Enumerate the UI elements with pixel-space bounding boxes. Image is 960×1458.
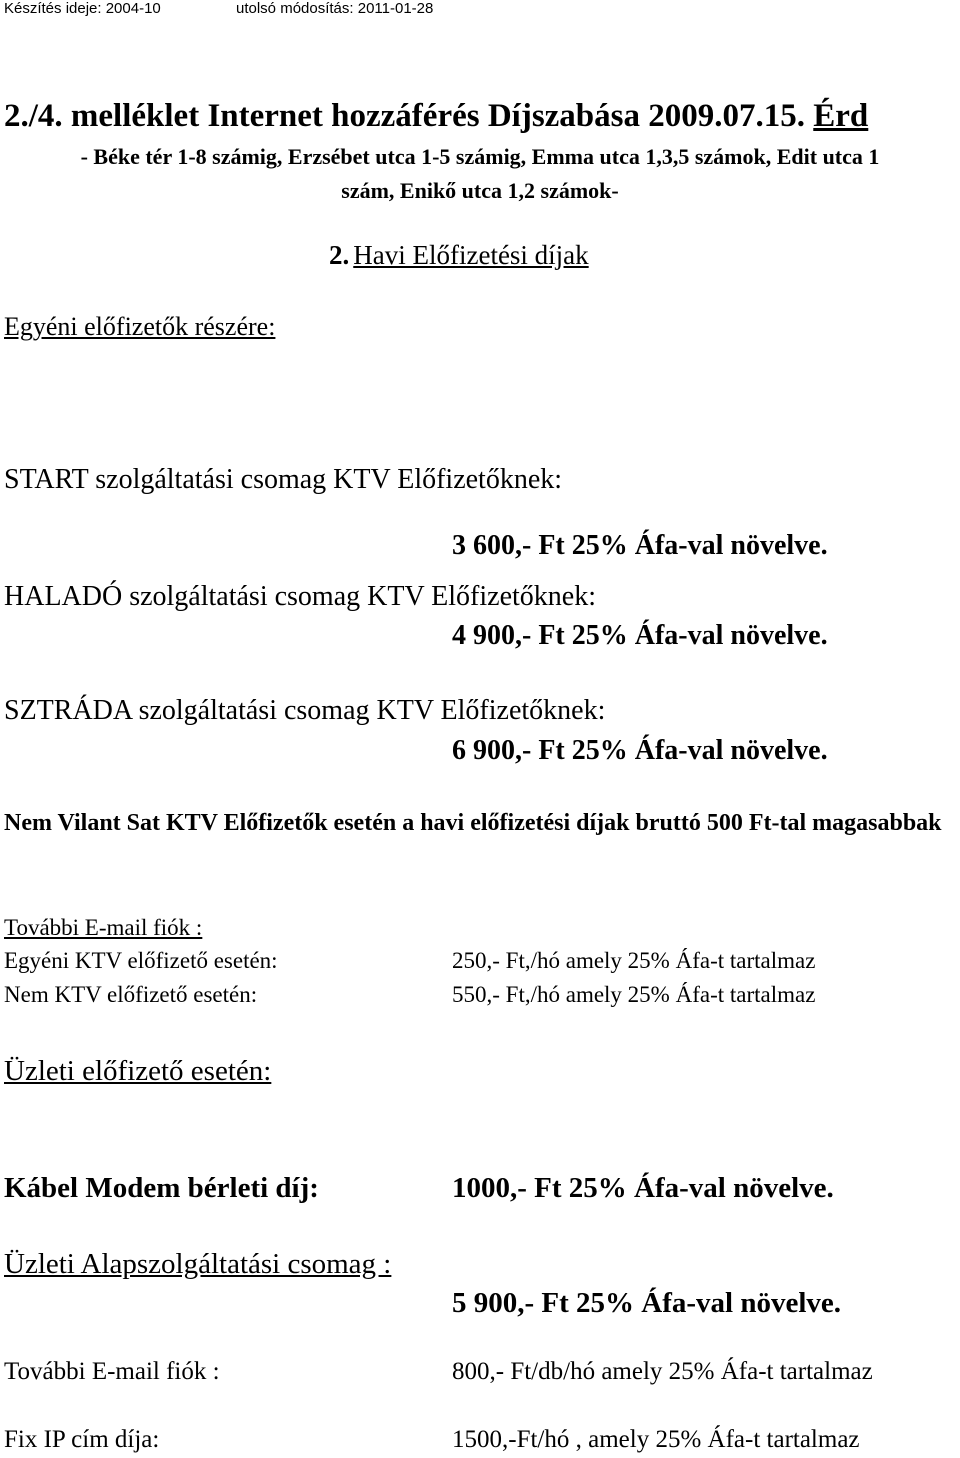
document-title-city: Érd	[813, 98, 869, 134]
business-heading: Üzleti előfizető esetén:	[4, 1055, 272, 1087]
cable-modem-price: 1000,- Ft 25% Áfa-val növelve.	[452, 1172, 834, 1204]
business-extra-email-label: További E-mail fiók :	[4, 1358, 220, 1385]
email-non-ktv-label: Nem KTV előfizető esetén:	[4, 982, 258, 1007]
package-sztrada-name: SZTRÁDA szolgáltatási csomag KTV Előfizetőknek:	[4, 695, 606, 726]
non-vilant-note: Nem Vilant Sat KTV Előfizetők esetén a havi előfizetési díjak bruttó 500 Ft-tal magasabbak	[4, 810, 942, 836]
package-sztrada-price: 6 900,- Ft 25% Áfa-val növelve.	[452, 735, 828, 766]
address-line-1: - Béke tér 1-8 számig, Erzsébet utca 1-5 számig, Emma utca 1,3,5 számok, Edit utca 1	[80, 144, 880, 169]
creation-date: Készítés ideje: 2004-10	[4, 0, 161, 17]
section-number: 2.	[329, 240, 350, 270]
package-halado-name: HALADÓ szolgáltatási csomag KTV Előfizetőknek:	[4, 581, 597, 612]
section-title: Havi Előfizetési díjak	[353, 240, 589, 270]
email-ktv-label: Egyéni KTV előfizető esetén:	[4, 948, 278, 973]
business-basic-label: Üzleti Alapszolgáltatási csomag :	[4, 1248, 392, 1280]
section-heading	[329, 240, 589, 271]
business-basic-price: 5 900,- Ft 25% Áfa-val növelve.	[452, 1287, 842, 1319]
business-extra-email-value: 800,- Ft/db/hó amely 25% Áfa-t tartalmaz	[452, 1358, 873, 1385]
document-title	[4, 98, 868, 135]
extra-email-heading: További E-mail fiók :	[4, 915, 203, 940]
package-start-name: START szolgáltatási csomag KTV Előfizetőknek:	[4, 464, 563, 495]
cable-modem-label: Kábel Modem bérleti díj:	[4, 1172, 319, 1204]
email-non-ktv-value: 550,- Ft,/hó amely 25% Áfa-t tartalmaz	[452, 982, 816, 1007]
email-ktv-value: 250,- Ft,/hó amely 25% Áfa-t tartalmaz	[452, 948, 816, 973]
fix-ip-value: 1500,-Ft/hó , amely 25% Áfa-t tartalmaz	[452, 1426, 860, 1453]
individual-subscribers-label: Egyéni előfizetők részére:	[4, 312, 276, 341]
package-start-price: 3 600,- Ft 25% Áfa-val növelve.	[452, 530, 828, 561]
address-line-2: szám, Enikő utca 1,2 számok-	[341, 178, 619, 203]
fix-ip-label: Fix IP cím díja:	[4, 1426, 160, 1453]
modification-date: utolsó módosítás: 2011-01-28	[236, 0, 434, 17]
package-halado-price: 4 900,- Ft 25% Áfa-val növelve.	[452, 620, 828, 651]
document-title-text: 2./4. melléklet Internet hozzáférés Díjszabása 2009.07.15.	[4, 98, 814, 134]
